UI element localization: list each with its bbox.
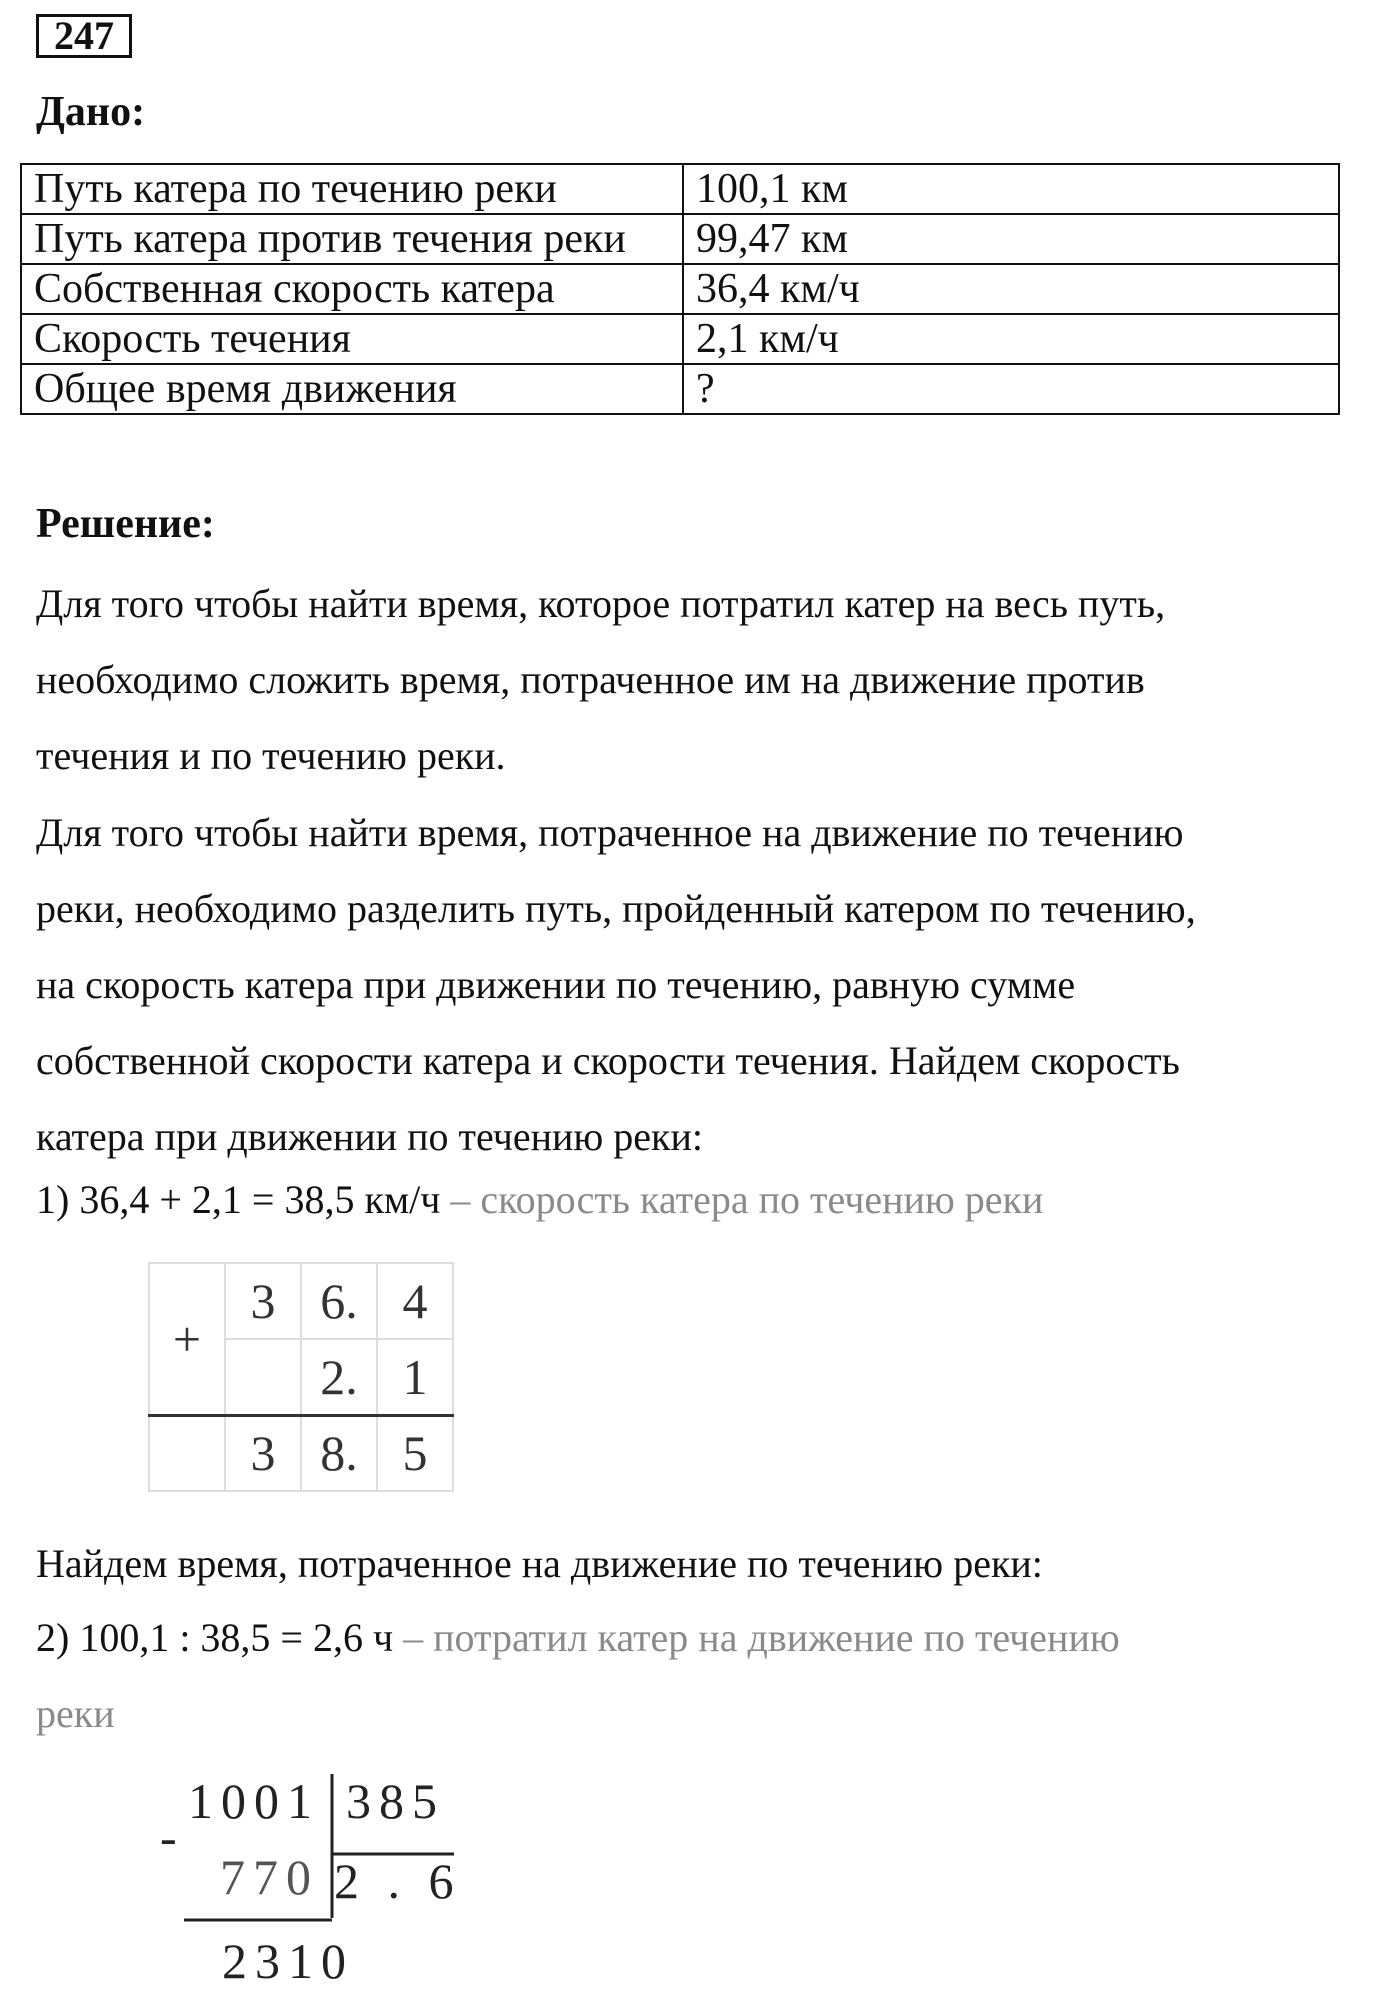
step-2-note: – потратил катер на движение по течению — [393, 1615, 1120, 1660]
problem-number: 247 — [36, 14, 132, 58]
digit-cell: 1 — [377, 1339, 453, 1415]
step-2-expression: 2) 100,1 : 38,5 = 2,6 ч — [36, 1615, 394, 1660]
text-line: течения и по течению реки. — [36, 733, 506, 778]
digit-cell: 3 — [225, 1415, 301, 1491]
step-2 — [36, 1614, 1120, 1661]
text-line: на скорость катера при движении по течению, равную сумме — [36, 962, 1076, 1007]
digit-cell — [225, 1339, 301, 1415]
quotient: 2 . 6 — [334, 1853, 462, 1909]
table-row — [21, 214, 1339, 264]
digit-cell: 3 — [225, 1263, 301, 1339]
given-label: Путь катера по течению реки — [21, 164, 683, 214]
digit-cell: 4 — [377, 1263, 453, 1339]
text-line: необходимо сложить время, потраченное им на движение против — [36, 657, 1145, 702]
step-2-note-continued: реки — [36, 1691, 115, 1736]
minus-sign: - — [160, 1809, 185, 1865]
given-value: 99,47 км — [683, 214, 1339, 264]
digit-cell: 2. — [301, 1339, 377, 1415]
text-line: Для того чтобы найти время, которое потратил катер на весь путь, — [36, 581, 1166, 626]
remainder: 2310 — [222, 1933, 354, 1989]
digit-cell: 8. — [301, 1415, 377, 1491]
digit-cell: 5 — [377, 1415, 453, 1491]
division-lines — [160, 1772, 480, 2002]
column-addition — [148, 1262, 454, 1492]
given-label: Скорость течения — [21, 314, 683, 364]
step-1 — [36, 1176, 1043, 1223]
given-label: Общее время движения — [21, 364, 683, 414]
table-row — [21, 364, 1339, 414]
text-line: Для того чтобы найти время, потраченное на движение по течению — [36, 810, 1184, 855]
plus-sign: + — [149, 1263, 225, 1415]
subtrahend: 770 — [220, 1849, 319, 1905]
solution-heading: Решение: — [36, 501, 215, 547]
step-1-expression: 1) 36,4 + 2,1 = 38,5 км/ч — [36, 1177, 441, 1222]
text-line: реки, необходимо разделить путь, пройденный катером по течению, — [36, 886, 1196, 931]
step-1-note: – скорость катера по течению реки — [440, 1177, 1044, 1222]
step-intro: Найдем время, потраченное на движение по течению реки: — [36, 1541, 1043, 1586]
digit-cell — [149, 1415, 225, 1491]
given-label: Путь катера против течения реки — [21, 214, 683, 264]
text-line: катера при движении по течению реки: — [36, 1114, 703, 1159]
addition-row — [149, 1263, 453, 1339]
given-value: 100,1 км — [683, 164, 1339, 214]
given-heading: Дано: — [36, 89, 146, 135]
solution-paragraph-2 — [36, 795, 1356, 1175]
solution-paragraph-1 — [36, 566, 1356, 794]
table-row — [21, 164, 1339, 214]
given-label: Собственная скорость катера — [21, 264, 683, 314]
given-value: 2,1 км/ч — [683, 314, 1339, 364]
divisor: 385 — [346, 1773, 445, 1829]
given-table — [20, 163, 1340, 415]
table-row — [21, 264, 1339, 314]
dividend: 1001 — [188, 1773, 320, 1829]
text-line: собственной скорости катера и скорости течения. Найдем скорость — [36, 1038, 1180, 1083]
digit-cell: 6. — [301, 1263, 377, 1339]
long-division — [160, 1772, 480, 2002]
table-row — [21, 314, 1339, 364]
addition-result-row — [149, 1415, 453, 1491]
given-value: 36,4 км/ч — [683, 264, 1339, 314]
given-value: ? — [683, 364, 1339, 414]
